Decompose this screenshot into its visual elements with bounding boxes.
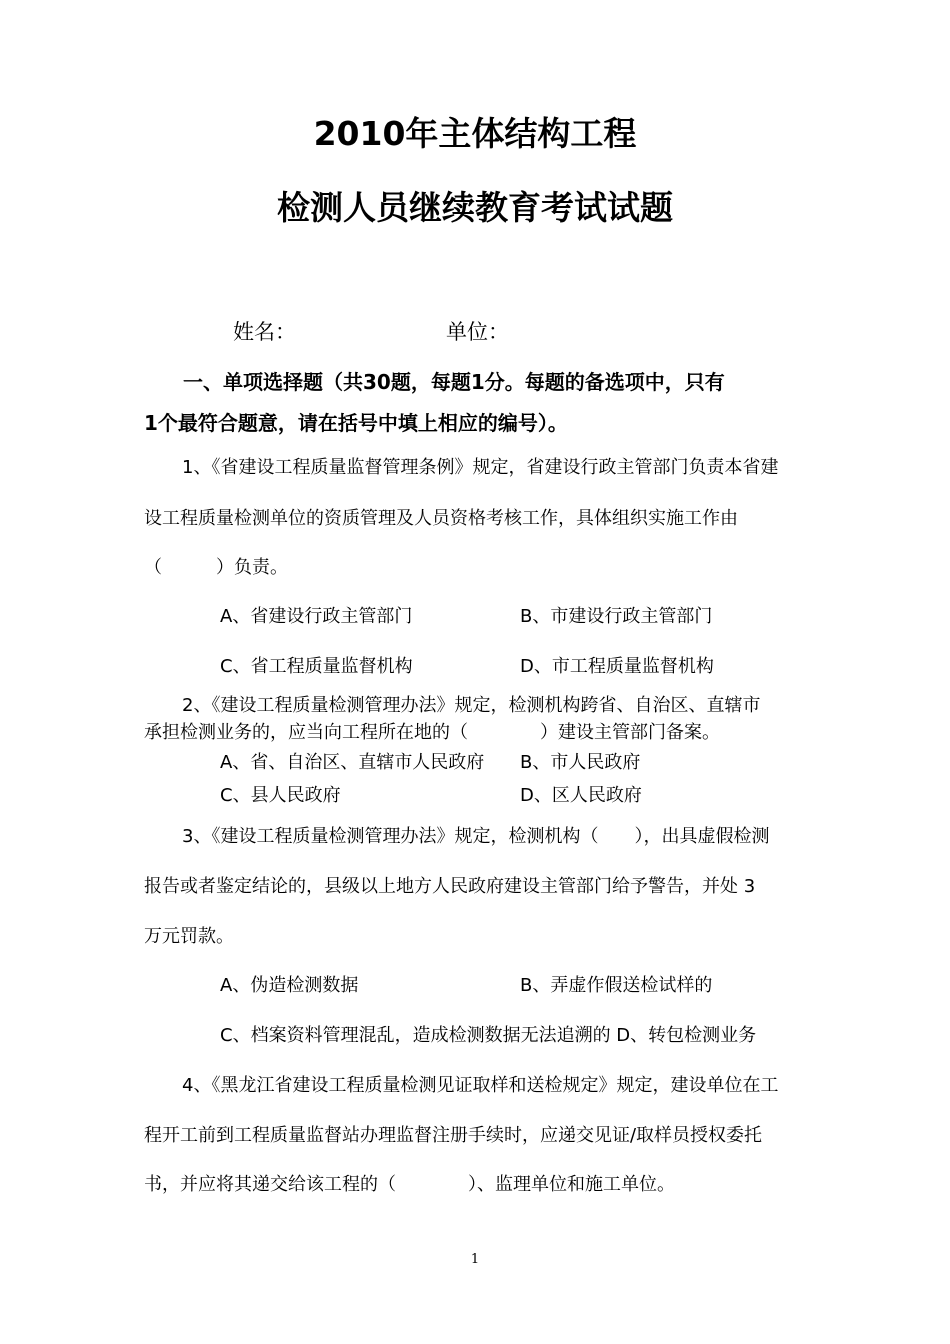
section-heading-line-2: 1个最符合题意，请在括号中填上相应的编号）。 — [144, 411, 568, 435]
q1-line-3: （ ）负责。 — [144, 557, 288, 578]
q4-line-2: 程开工前到工程质量监督站办理监督注册手续时，应递交见证/取样员授权委托 — [144, 1125, 763, 1146]
q3-option-cd: C、档案资料管理混乱，造成检测数据无法追溯的 D、转包检测业务 — [220, 1025, 757, 1046]
q3-line-3: 万元罚款。 — [144, 926, 234, 947]
section-heading-line-1: 一、单项选择题（共30题，每题1分。每题的备选项中，只有 — [183, 370, 725, 394]
q1-option-d: D、市工程质量监督机构 — [520, 656, 714, 677]
q2-line-2: 承担检测业务的，应当向工程所在地的（ ）建设主管部门备案。 — [144, 722, 720, 743]
name-label: 姓名： — [233, 320, 296, 344]
q1-option-b: B、市建设行政主管部门 — [520, 606, 713, 627]
title-line-1: 2010年主体结构工程 — [313, 114, 637, 153]
unit-label: 单位： — [446, 320, 509, 344]
q2-option-b: B、市人民政府 — [520, 752, 641, 773]
q1-line-1: 1、《省建设工程质量监督管理条例》规定，省建设行政主管部门负责本省建 — [182, 457, 779, 478]
q1-line-2: 设工程质量检测单位的资质管理及人员资格考核工作，具体组织实施工作由 — [144, 508, 738, 529]
q4-line-3: 书，并应将其递交给该工程的（ ）、监理单位和施工单位。 — [144, 1174, 675, 1195]
q3-option-a: A、伪造检测数据 — [220, 975, 359, 996]
page-number: 1 — [470, 1252, 480, 1267]
q4-line-1: 4、《黑龙江省建设工程质量检测见证取样和送检规定》规定，建设单位在工 — [182, 1075, 779, 1096]
q2-option-c: C、县人民政府 — [220, 785, 341, 806]
title-line-2: 检测人员继续教育考试试题 — [277, 188, 673, 227]
q1-option-c: C、省工程质量监督机构 — [220, 656, 413, 677]
q2-option-d: D、区人民政府 — [520, 785, 642, 806]
q2-option-a: A、省、自治区、直辖市人民政府 — [220, 752, 485, 773]
q3-line-2: 报告或者鉴定结论的，县级以上地方人民政府建设主管部门给予警告，并处 3 — [144, 876, 756, 897]
q3-line-1: 3、《建设工程质量检测管理办法》规定，检测机构（ ），出具虚假检测 — [182, 826, 770, 847]
q1-option-a: A、省建设行政主管部门 — [220, 606, 413, 627]
q3-option-b: B、弄虚作假送检试样的 — [520, 975, 713, 996]
q2-line-1: 2、《建设工程质量检测管理办法》规定，检测机构跨省、自治区、直辖市 — [182, 695, 761, 716]
